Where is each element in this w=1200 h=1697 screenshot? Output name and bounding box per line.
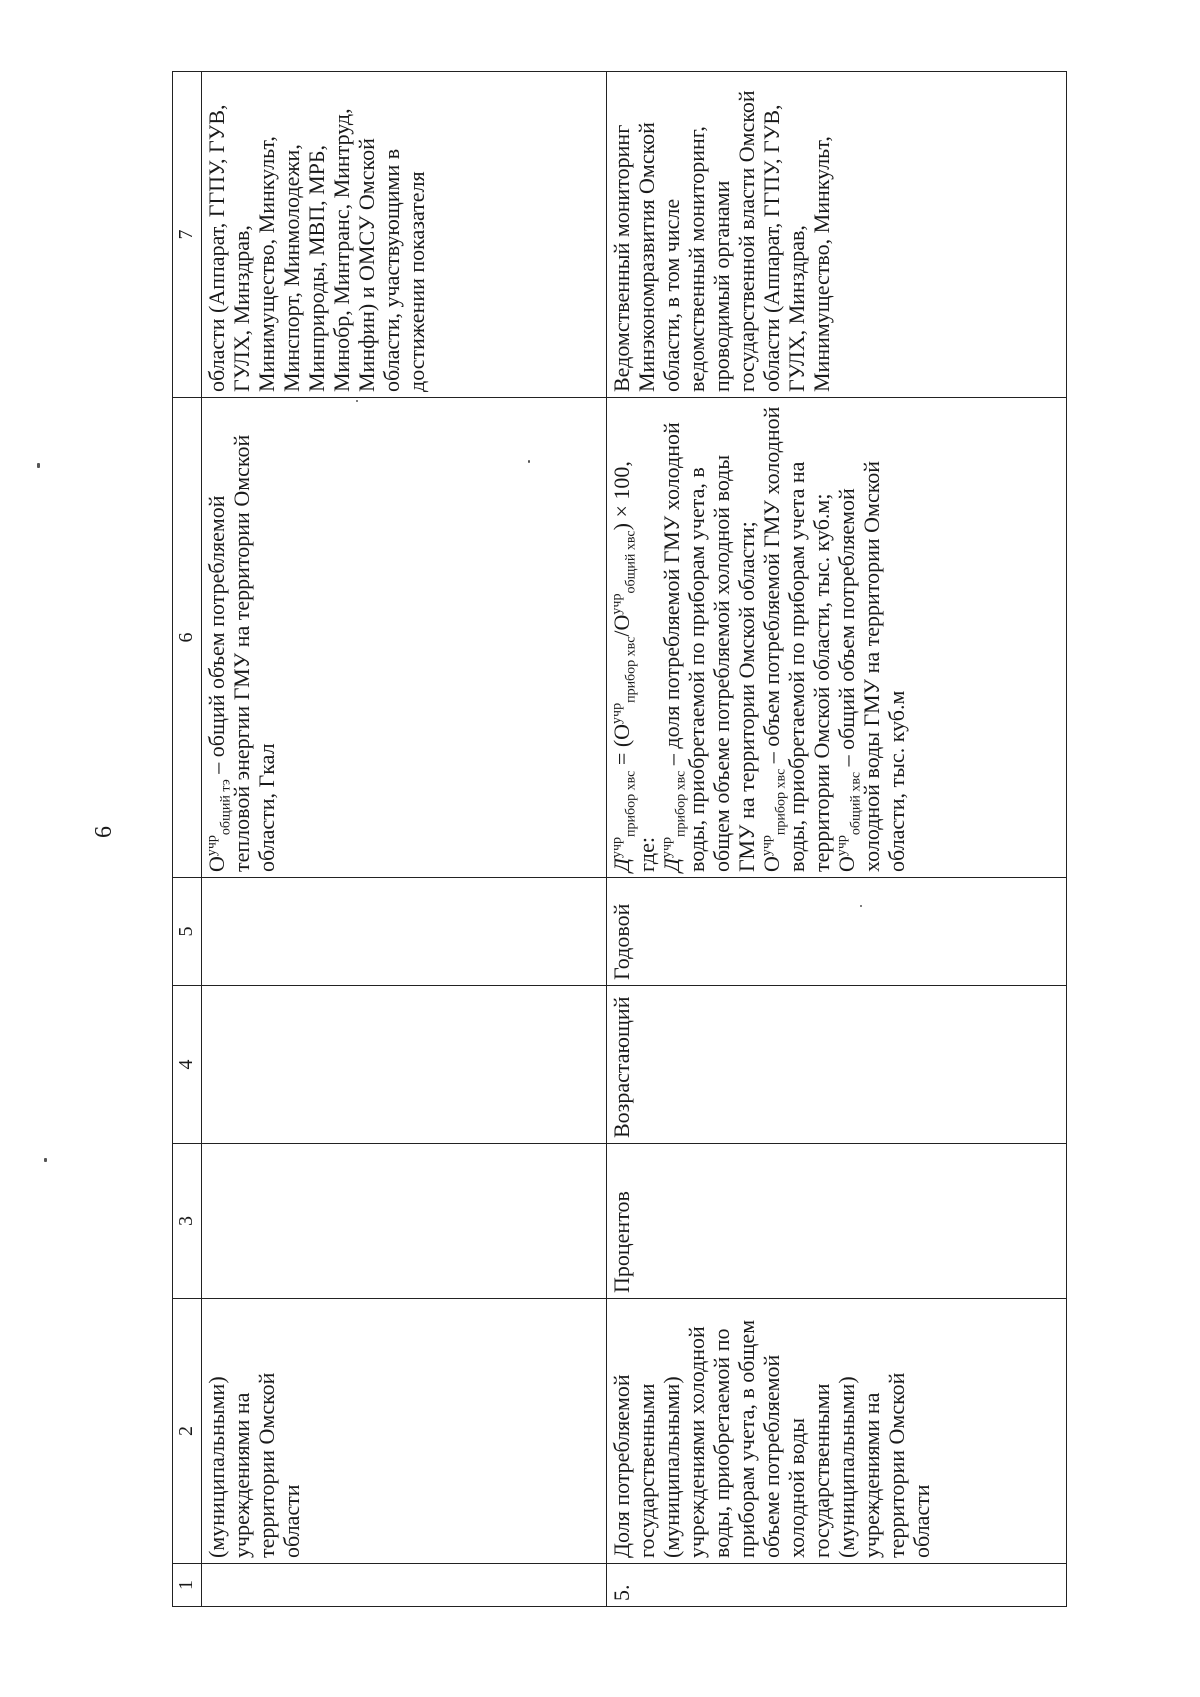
row1-indicator-name: (муниципальными) учреждениями на территории Омской области <box>202 1299 607 1564</box>
row2-number: 5. <box>607 1564 1067 1607</box>
scan-speck <box>44 1158 47 1162</box>
header-col-1: 1 <box>173 1564 202 1607</box>
def3-sub: общий хвс <box>848 771 864 836</box>
def-sup: учр <box>204 835 220 857</box>
formula-div: /О <box>609 614 634 637</box>
def1-sub: прибор хвс <box>673 770 689 837</box>
formula-lhs-sub: прибор хвс <box>623 770 639 837</box>
header-col-4: 4 <box>173 986 202 1144</box>
def-symbol: О <box>204 856 229 872</box>
formula-tail: ) × 100, <box>609 461 634 531</box>
formula-lhs-sup: учр <box>609 836 625 858</box>
formula-den-sup: учр <box>609 593 625 615</box>
def-text: – общий объем потребляемой тепловой энергии ГМУ на территории Омской области, Гкал <box>204 434 279 872</box>
scan-speck <box>37 463 40 468</box>
table-row <box>202 72 607 1607</box>
header-col-7: 7 <box>173 72 202 398</box>
row1-source: области (Аппарат, ГГПУ, ГУВ, ГУЛХ, Минздрав, Минимущество, Минкульт, Минспорт, Минмолодежи, Минприроды, МВП, МРБ, Минобр, Минтранс, Минтруд, Минфин) и ОМСУ Омской области, участвующими в достижении показателя <box>202 72 607 398</box>
def1-text: – доля потребляемой ГМУ холодной воды, приобретаемой по приборам учета, в общем объеме потребляемой холодной воды ГМУ на территории Омской области; <box>659 422 759 872</box>
row2-period: Годовой <box>607 878 1067 986</box>
formula-line <box>609 404 639 872</box>
formula-eq: = (О <box>609 723 634 771</box>
def3-symbol: О <box>834 856 859 872</box>
header-col-3: 3 <box>173 1144 202 1299</box>
def1-symbol: Д <box>659 858 684 872</box>
where-label: где: <box>634 837 659 872</box>
row1-trend <box>202 986 607 1144</box>
def2-text: – объем потребляемой ГМУ холодной воды, приобретаемой по приборам учета на территории Омской области, тыс. куб.м; <box>759 406 834 872</box>
def3-sup: учр <box>834 835 850 857</box>
formula-num-sub: прибор хвс <box>623 636 639 703</box>
table-row <box>607 72 1067 1607</box>
row2-formula-cell <box>607 398 1067 878</box>
def3-text: – общий объем потребляемой холодной воды ГМУ на территории Омской области, тыс. куб.м <box>834 460 909 872</box>
def2-sup: учр <box>759 835 775 857</box>
row2-unit: Процентов <box>607 1144 1067 1299</box>
def2-symbol: О <box>759 856 784 872</box>
def1-sup: учр <box>659 836 675 858</box>
row2-trend: Возрастающий <box>607 986 1067 1144</box>
row1-unit <box>202 1144 607 1299</box>
header-col-2: 2 <box>173 1299 202 1564</box>
row2-indicator-name: Доля потребляемой государственными (муниципальными) учреждениями холодной воды, приобретаемой по приборам учета, в общем объеме потребляемой холодной воды государственными (муниципальными) учреждениями на территории Омской области <box>607 1299 1067 1564</box>
row1-formula-cell <box>202 398 607 878</box>
formula-den-sub: общий хвс <box>623 530 639 594</box>
row2-source: Ведомственный мониторинг Минэкономразвития Омской области, в том числе ведомственный мониторинг, проводимый органами государственной власти Омской области (Аппарат, ГГПУ, ГУВ, ГУЛХ, Минздрав, Минимущество, Минкульт, <box>607 72 1067 398</box>
def2-sub: прибор хвс <box>773 768 789 836</box>
indicator-table <box>172 71 1067 1607</box>
header-col-6: 6 <box>173 398 202 878</box>
page-number: 6 <box>91 826 117 838</box>
formula-lhs: Д <box>609 858 634 872</box>
def-sub: общий тэ <box>218 779 234 836</box>
header-col-5: 5 <box>173 878 202 986</box>
row1-period <box>202 878 607 986</box>
rotated-page-content <box>172 72 1065 1607</box>
header-row <box>173 72 202 1607</box>
row1-number <box>202 1564 607 1607</box>
formula-num-sup: учр <box>609 702 625 724</box>
